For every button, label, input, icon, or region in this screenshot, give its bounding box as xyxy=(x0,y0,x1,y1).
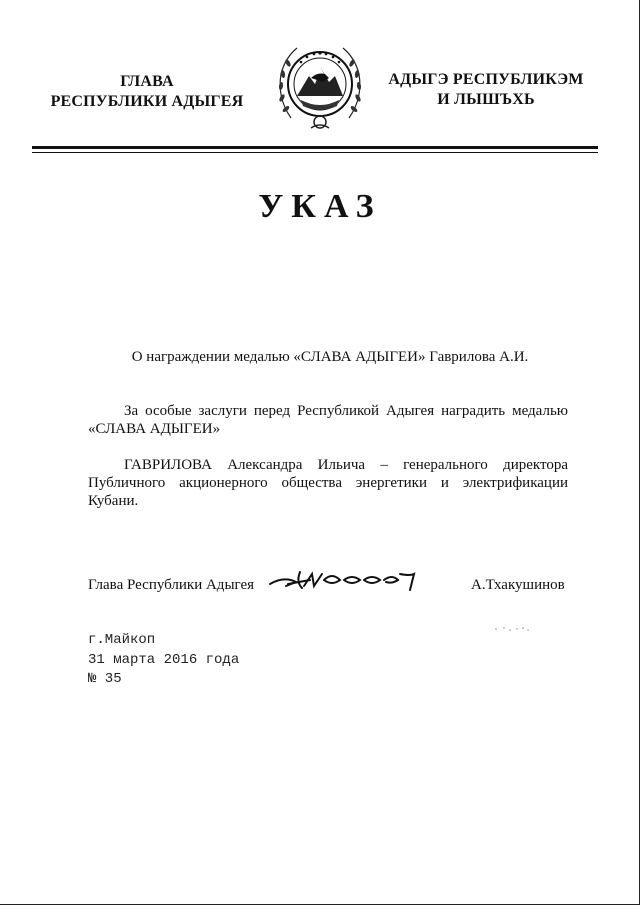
coat-of-arms-icon xyxy=(271,38,369,136)
document-title: УКАЗ xyxy=(258,188,382,225)
handwritten-signature-icon xyxy=(266,566,424,594)
header-left-line1: ГЛАВА xyxy=(120,73,174,90)
header-right xyxy=(386,70,586,110)
body-paragraph-2-text: ГАВРИЛОВА Александра Ильича – генерального директора Публичного акционерного общества энергетики и электрификации Кубани. xyxy=(88,457,568,509)
header-divider-thin xyxy=(32,152,598,153)
issue-city: г.Майкоп xyxy=(88,632,156,648)
document-subject: О награждении медалью «СЛАВА АДЫГЕИ» Гаврилова А.И. xyxy=(131,349,529,365)
header-left xyxy=(32,72,262,112)
header-left-line2: РЕСПУБЛИКИ АДЫГЕЯ xyxy=(50,93,244,110)
header-right-line1: АДЫГЭ РЕСПУБЛИКЭМ xyxy=(388,71,584,88)
issue-date: 31 марта 2016 года xyxy=(88,652,240,668)
body-paragraph-2 xyxy=(88,456,568,510)
decree-number: № 35 xyxy=(88,671,122,687)
body-paragraph-1 xyxy=(88,402,568,438)
signatory-name: А.Тхакушинов xyxy=(471,577,565,593)
body-paragraph-1-text: За особые заслуги перед Республикой Адыгея наградить медалью «СЛАВА АДЫГЕИ» xyxy=(88,403,568,437)
header-divider-thick xyxy=(32,146,598,149)
header-right-line2: И ЛЫШЪХЬ xyxy=(437,91,535,108)
scan-artifact-icon xyxy=(492,626,532,632)
signatory-position: Глава Республики Адыгея xyxy=(88,577,255,593)
